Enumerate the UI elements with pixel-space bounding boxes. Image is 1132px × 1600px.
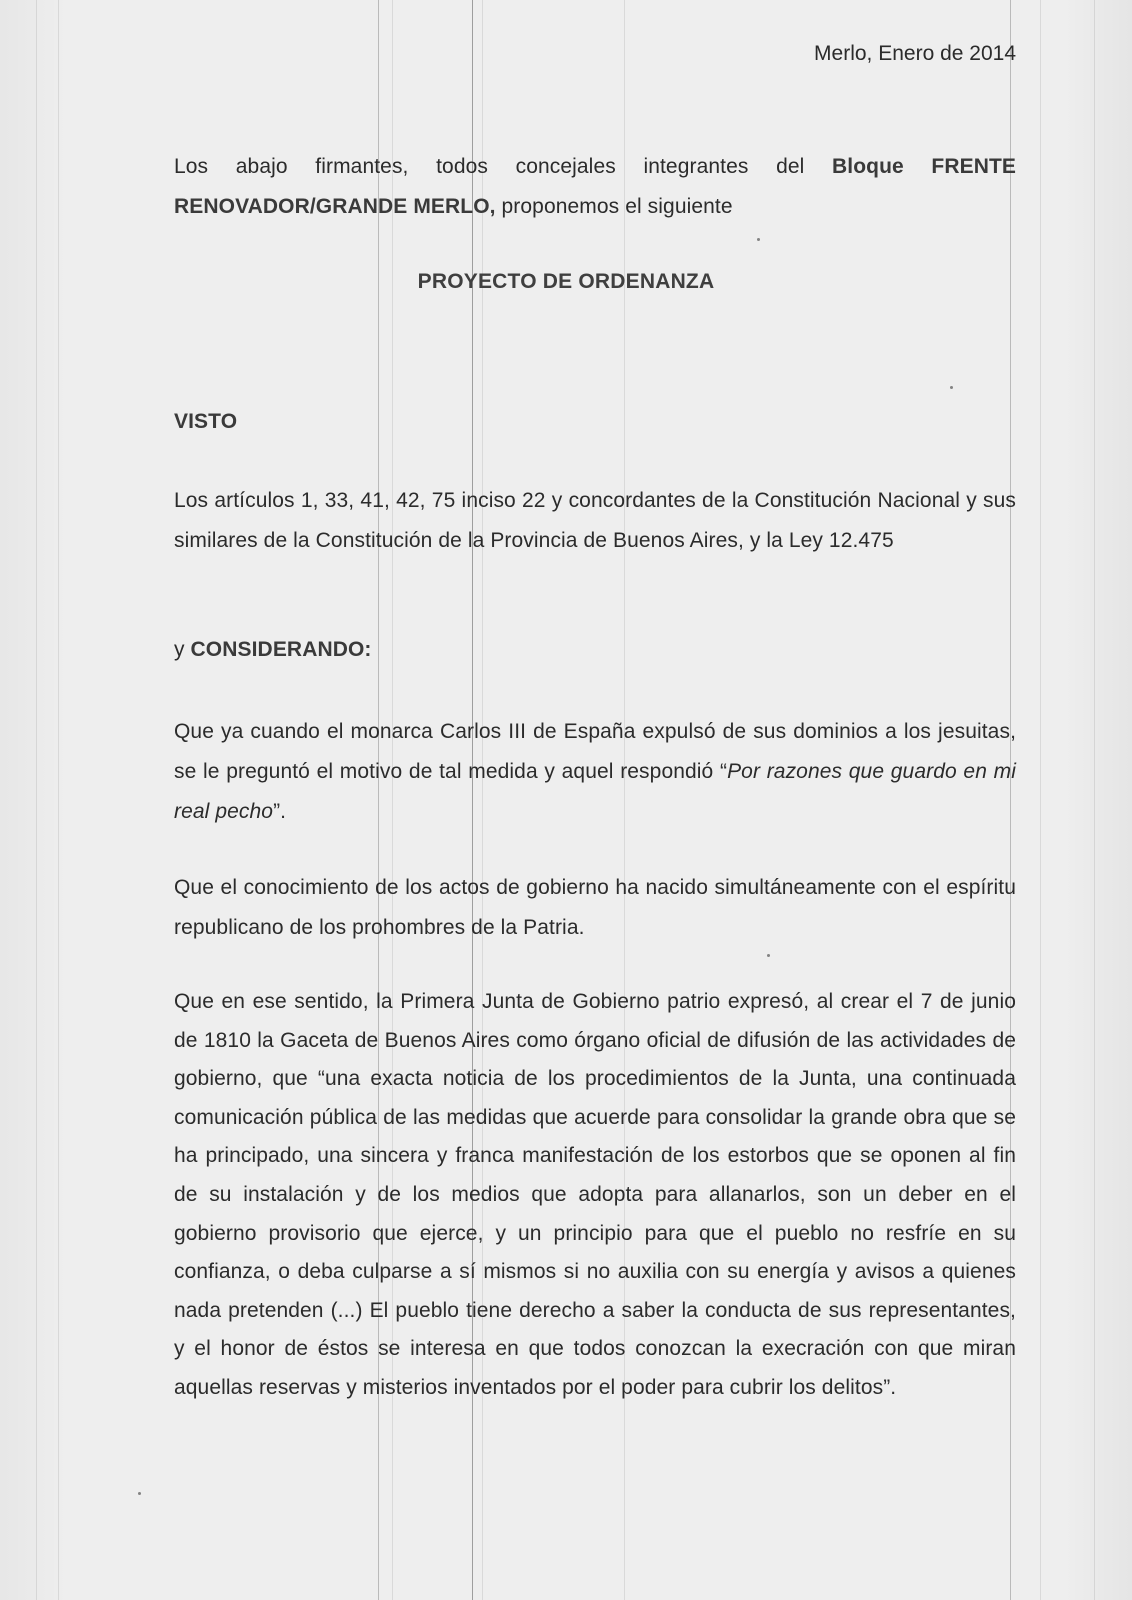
scan-artifact-line [36, 0, 37, 1600]
considerando-paragraph-2: Que el conocimiento de los actos de gobierno ha nacido simultáneamente con el espíritu republicano de los prohombres de la Patria. [174, 876, 1016, 939]
scan-artifact-line [58, 0, 59, 1600]
bloque-name: Bloque FRENTE RENOVADOR/GRANDE MERLO, [174, 155, 1016, 218]
intro-paragraph [174, 147, 1016, 227]
visto-heading: VISTO [174, 410, 238, 433]
p1-quote: Por razones que guardo en mi real pecho [174, 760, 1016, 823]
scan-speck [767, 954, 770, 957]
intro-suffix: proponemos el siguiente [495, 195, 733, 218]
p1-end: ”. [273, 800, 287, 823]
scan-speck [138, 1492, 141, 1495]
visto-body: Los artículos 1, 33, 41, 42, 75 inciso 22 y concordantes de la Constitución Nacional y sus similares de la Constitución de la Provincia de Buenos Aires, y la Ley 12.475 [174, 489, 1016, 552]
scan-speck [950, 386, 953, 389]
scan-artifact-line [1094, 0, 1095, 1600]
considerando-heading [174, 630, 1016, 670]
p1-text: Que ya cuando el monarca Carlos III de España expulsó de sus dominios a los jesuitas, se le preguntó el motivo de tal medida y aquel respondió “ [174, 720, 1016, 783]
document-title: PROYECTO DE ORDENANZA [417, 270, 715, 293]
considerando-paragraph-1 [174, 712, 1016, 832]
document-date: Merlo, Enero de 2014 [814, 42, 1016, 65]
considerando-paragraph-3: Que en ese sentido, la Primera Junta de Gobierno patrio expresó, al crear el 7 de junio de 1810 la Gaceta de Buenos Aires como órgano oficial de difusión de las actividades de gobierno, que “una exacta noticia de los procedimientos de la Junta, una continuada comunicación pública de las medidas que acuerde para consolidar la grande obra que se ha principado, una sincera y franca manifestación de los estorbos que se oponen al fin de su instalación y de los medios que adopta para allanarlos, son un deber en el gobierno provisorio que ejerce, y un principio para que el pueblo no resfríe en su confianza, o deba culparse a sí mismos si no auxilia con su energía y avisos a quienes nada pretenden (...) El pueblo tiene derecho a saber la conducta de sus representantes, y el honor de éstos se interesa en que todos conozcan la execración con que miran aquellas reservas y misterios inventados por el poder para cubrir los delitos”. [174, 990, 1016, 1399]
considerando-label: CONSIDERANDO: [190, 638, 372, 661]
scan-artifact-line [1040, 0, 1041, 1600]
intro-prefix: Los abajo firmantes, todos concejales integrantes del [174, 155, 833, 178]
scan-speck [757, 238, 760, 241]
considerando-prefix: y [174, 638, 191, 661]
